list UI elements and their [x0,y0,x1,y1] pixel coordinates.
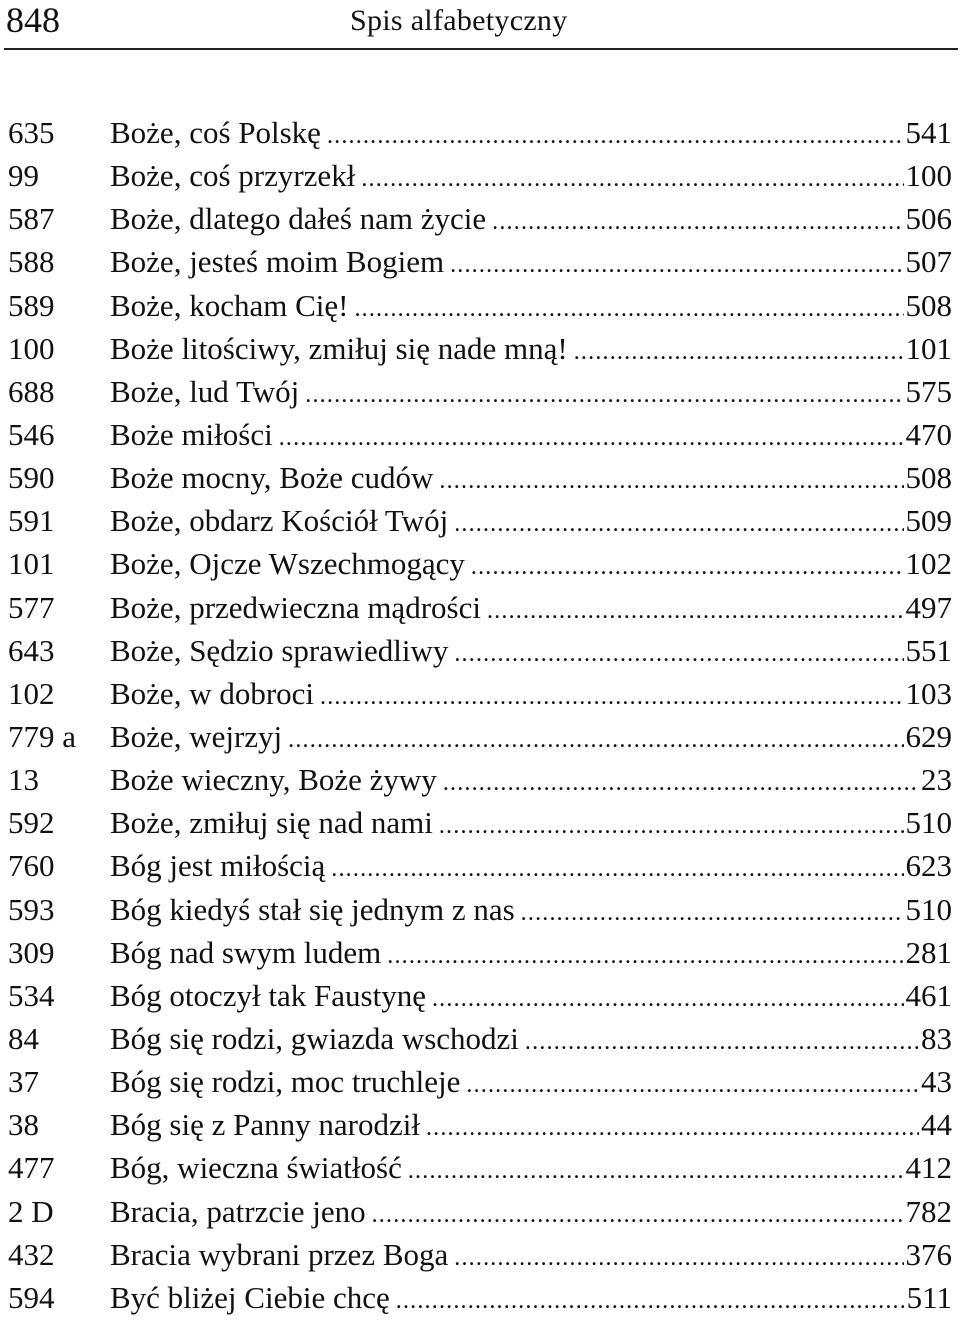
page-reference: 629 [905,718,952,754]
dot-leader [466,1064,919,1107]
song-number: 432 [8,1236,55,1272]
dot-leader [408,1150,904,1193]
dot-leader [443,762,919,805]
song-number: 593 [8,891,55,927]
page-reference: 103 [905,675,952,711]
page-reference: 507 [905,244,952,280]
entry-line [110,197,952,244]
song-title: Boże, lud Twój [110,373,300,409]
index-entry [0,1017,960,1060]
song-number: 591 [8,503,55,539]
song-number: 101 [8,546,55,582]
song-title: Bóg kiedyś stał się jednym z nas [110,891,515,927]
song-title: Boże, jesteś moim Bogiem [110,244,445,280]
dot-leader [492,201,903,244]
index-entry [0,1276,960,1319]
song-title: Być bliżej Ciebie chcę [110,1279,390,1315]
song-number: 37 [8,1064,39,1100]
page-reference: 100 [905,158,952,194]
song-title: Boże wieczny, Boże żywy [110,762,437,798]
index-entry [0,1190,960,1233]
song-title: Bóg nad swym ludem [110,934,382,970]
page-reference: 23 [921,762,952,798]
dot-leader [450,244,903,287]
index-entry [0,240,960,283]
page-reference: 376 [905,1236,952,1272]
index-entry [0,284,960,327]
page-reference: 509 [905,503,952,539]
entry-line [110,284,952,331]
entry-line [110,672,952,719]
page-reference: 541 [905,115,952,150]
song-title: Boże, dlatego dałeś nam życie [110,201,487,237]
dot-leader [305,374,903,417]
entry-line [110,629,952,676]
page-number: 848 [6,0,60,40]
dot-leader [454,503,903,546]
index-entry [0,931,960,974]
page-reference: 43 [921,1064,952,1100]
entry-line [110,715,952,762]
entry-line [110,844,952,891]
page-reference: 44 [921,1107,952,1143]
dot-leader [454,633,903,676]
dot-leader [387,935,903,978]
song-number: 635 [8,115,55,150]
page-reference: 510 [905,891,952,927]
song-title: Boże miłości [110,416,273,452]
entry-line [110,586,952,633]
song-number: 102 [8,675,55,711]
dot-leader [432,978,904,1021]
song-title: Boże, Ojcze Wszechmogący [110,546,465,582]
dot-leader [361,158,903,201]
entry-line [110,1146,952,1193]
index-entry [0,542,960,585]
dot-leader [525,1021,919,1064]
song-number: 99 [8,158,39,194]
entry-line [110,931,952,978]
song-number: 309 [8,934,55,970]
song-title: Bóg, wieczna światłość [110,1150,402,1186]
song-title: Boże mocny, Boże cudów [110,460,434,496]
song-title: Boże, obdarz Kościół Twój [110,503,449,539]
page-reference: 470 [905,416,952,452]
page-reference: 511 [906,1279,952,1315]
page-reference: 102 [905,546,952,582]
song-number: 588 [8,244,55,280]
song-title: Bóg się z Panny narodził [110,1107,420,1143]
entry-line [110,1060,952,1107]
index-entry [0,672,960,715]
song-number: 534 [8,977,55,1013]
index-entry [0,413,960,456]
dot-leader [574,331,904,374]
running-title: Spis alfabetyczny [350,4,568,37]
song-title: Boże, przedwieczna mądrości [110,589,481,625]
dot-leader [327,115,904,158]
entry-line [110,370,952,417]
dot-leader [439,460,903,503]
dot-leader [454,1237,903,1280]
index-entry [0,758,960,801]
index-entry [0,1060,960,1103]
song-title: Boże, Sędzio sprawiedliwy [110,632,449,668]
dot-leader [396,1280,905,1323]
index-entry [0,844,960,887]
song-title: Boże, zmiłuj się nad nami [110,805,433,841]
page-reference: 782 [905,1193,952,1229]
dot-leader [426,1107,919,1150]
dot-leader [521,892,904,935]
entry-line [110,1233,952,1280]
entry-line [110,327,952,374]
dot-leader [279,417,904,460]
song-title: Boże, kocham Cię! [110,287,349,323]
song-number: 13 [8,762,39,798]
song-number: 760 [8,848,55,884]
entry-line [110,1190,952,1237]
song-title: Bóg jest miłością [110,848,326,884]
index-entry [0,456,960,499]
index-entry [0,629,960,672]
index-entry [0,1103,960,1146]
song-title: Boże litościwy, zmiłuj się nade mną! [110,330,568,366]
index-entry [0,154,960,197]
entry-line [110,154,952,201]
entry-line [110,542,952,589]
index-entry [0,327,960,370]
index-entry [0,888,960,931]
song-title: Boże, coś przyrzekł [110,158,356,194]
song-number: 2 D [8,1193,54,1229]
dot-leader [354,288,903,331]
entry-line [110,801,952,848]
song-number: 84 [8,1020,39,1056]
index-entry [0,586,960,629]
song-number: 643 [8,632,55,668]
dot-leader [320,676,903,719]
song-number: 577 [8,589,55,625]
entry-line [110,413,952,460]
index-entry [0,715,960,758]
index-entry [0,1146,960,1189]
index-entry [0,197,960,240]
entry-line [110,888,952,935]
entry-line [110,456,952,503]
entry-line [110,111,952,158]
entry-line [110,1276,952,1323]
song-title: Boże, wejrzyj [110,718,283,754]
dot-leader [439,805,904,848]
song-title: Bóg otoczył tak Faustynę [110,977,426,1013]
page-reference: 510 [905,805,952,841]
entry-line [110,240,952,287]
song-number: 477 [8,1150,55,1186]
song-number: 592 [8,805,55,841]
song-number: 587 [8,201,55,237]
dot-leader [372,1194,904,1237]
song-number: 100 [8,330,55,366]
song-number: 590 [8,460,55,496]
page-reference: 623 [905,848,952,884]
page-reference: 461 [905,977,952,1013]
index-entry [0,499,960,542]
dot-leader [471,546,904,589]
index-entry [0,1233,960,1276]
song-number: 688 [8,373,55,409]
song-title: Boże, w dobroci [110,675,315,711]
page-reference: 83 [921,1020,952,1056]
entry-line [110,1103,952,1150]
page-reference: 575 [905,373,952,409]
index-entry [0,111,960,154]
index-entry [0,974,960,1017]
header-rule [4,48,958,50]
song-number: 589 [8,287,55,323]
dot-leader [288,719,903,762]
entry-line [110,758,952,805]
dot-leader [487,590,904,633]
page-header [0,0,960,52]
entry-line [110,1017,952,1064]
dot-leader [331,848,903,891]
page-reference: 281 [905,934,952,970]
entry-line [110,974,952,1021]
page-reference: 508 [905,460,952,496]
entry-line [110,499,952,546]
song-number: 594 [8,1279,55,1315]
song-number: 546 [8,416,55,452]
alphabetical-index-list [0,111,960,1319]
song-title: Bóg się rodzi, moc truchleje [110,1064,461,1100]
page-reference: 506 [905,201,952,237]
index-entry [0,801,960,844]
page-reference: 497 [905,589,952,625]
index-entry [0,370,960,413]
song-title: Bracia, patrzcie jeno [110,1193,366,1229]
song-number: 38 [8,1107,39,1143]
page-reference: 101 [905,330,952,366]
song-number: 779 a [8,718,77,754]
song-title: Boże, coś Polskę [110,115,321,150]
song-title: Bóg się rodzi, gwiazda wschodzi [110,1020,519,1056]
page-reference: 551 [905,632,952,668]
song-title: Bracia wybrani przez Boga [110,1236,449,1272]
page-reference: 412 [905,1150,952,1186]
page-reference: 508 [905,287,952,323]
